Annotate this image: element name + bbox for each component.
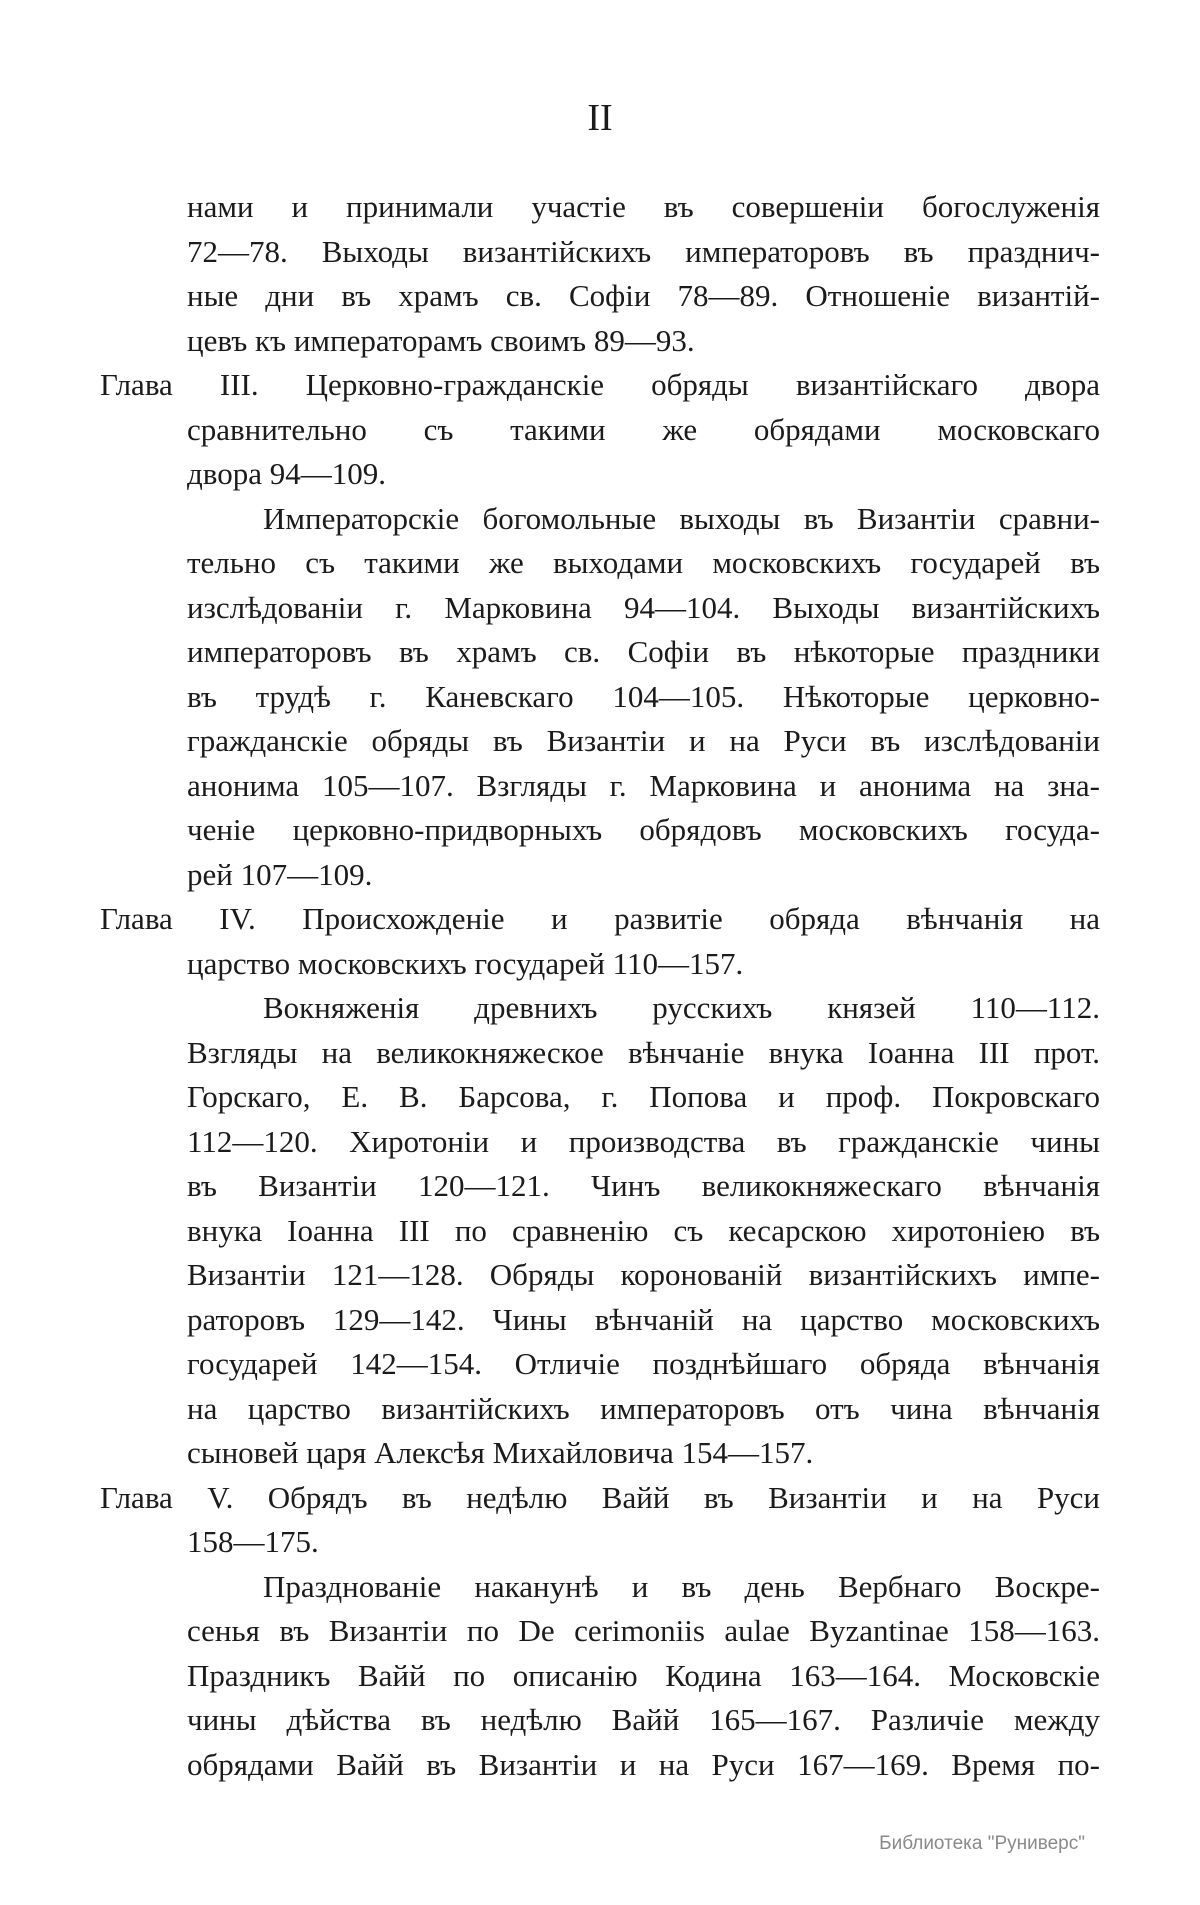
text-line: въ Византіи 120—121. Чинъ великокняжескаго вѣнчанія xyxy=(187,1168,1100,1203)
text-line: 112—120. Хиротоніи и производства въ гражданскіе чины xyxy=(187,1123,1100,1159)
text-line: анонима 105—107. Взгляды г. Марковина и анонима на зна- xyxy=(187,767,1100,803)
text-line: Глава V. Обрядъ въ недѣлю Вайй въ Византіи и на Руси xyxy=(100,1479,1100,1515)
text-line: 72—78. Выходы византійскихъ императоровъ въ празднич- xyxy=(187,233,1100,269)
text-line: обрядами Вайй въ Византіи и на Руси 167—169. Время по- xyxy=(187,1746,1100,1782)
text-line: Глава IV. Происхожденіе и развитіе обряда вѣнчанія на xyxy=(100,901,1100,936)
page-number: II xyxy=(587,97,613,139)
text-line: императоровъ въ храмъ св. Софіи въ нѣкоторые праздники xyxy=(187,634,1100,669)
text-line: государей 142—154. Отличіе позднѣйшаго обряда вѣнчанія xyxy=(187,1346,1100,1381)
text-line: тельно съ такими же выходами московскихъ государей въ xyxy=(187,545,1100,580)
text-line: цевъ къ императорамъ своимъ 89—93. xyxy=(187,322,695,358)
text-line: раторовъ 129—142. Чины вѣнчаній на царство московскихъ xyxy=(187,1301,1100,1337)
text-line: Взгляды на великокняжеское вѣнчаніе внука Іоанна III прот. xyxy=(187,1034,1100,1070)
text-line: изслѣдованіи г. Марковина 94—104. Выходы византійскихъ xyxy=(187,589,1100,625)
text-line: Глава III. Церковно-гражданскіе обряды византійскаго двора xyxy=(100,367,1100,402)
body-text xyxy=(100,185,1100,1787)
text-line: чины дѣйства въ недѣлю Вайй 165—167. Различіе между xyxy=(187,1702,1100,1737)
text-line: Императорскіе богомольные выходы въ Византіи сравни- xyxy=(263,500,1100,536)
text-line: нами и принимали участіе въ совершеніи богослуженія xyxy=(187,189,1100,224)
text-line: сравнительно съ такими же обрядами московскаго xyxy=(187,411,1100,447)
text-line: Праздникъ Вайй по описанію Кодина 163—164. Московскіе xyxy=(187,1657,1100,1693)
text-line: ченіе церковно-придворныхъ обрядовъ московскихъ госуда- xyxy=(187,812,1100,847)
text-line: Празднованіе наканунѣ и въ день Вербнаго Воскре- xyxy=(263,1568,1100,1604)
text-line: двора 94—109. xyxy=(187,456,386,491)
text-line: Горскаго, Е. В. Барсова, г. Попова и проф. Покровскаго xyxy=(187,1079,1100,1114)
text-line: ные дни въ храмъ св. Софіи 78—89. Отношеніе византій- xyxy=(187,278,1100,313)
text-line: царство московскихъ государей 110—157. xyxy=(187,945,744,981)
text-line: Византіи 121—128. Обряды коронованій византійскихъ импе- xyxy=(187,1257,1100,1292)
text-line: Вокняженія древнихъ русскихъ князей 110—112. xyxy=(263,990,1100,1025)
text-line: рей 107—109. xyxy=(187,856,373,892)
text-line: внука Іоанна III по сравненію съ кесарскою хиротоніею въ xyxy=(187,1212,1100,1248)
text-line: сыновей царя Алексѣя Михайловича 154—157. xyxy=(187,1435,814,1470)
text-line: 158—175. xyxy=(187,1524,319,1559)
text-line: въ трудѣ г. Каневскаго 104—105. Нѣкоторые церковно- xyxy=(187,678,1100,714)
text-line: гражданскіе обряды въ Византіи и на Руси въ изслѣдованіи xyxy=(187,723,1100,758)
library-watermark: Библиотека "Руниверс" xyxy=(879,1833,1085,1854)
text-line: сенья въ Византіи по De cerimoniis aulae Byzantinae 158—163. xyxy=(187,1613,1100,1648)
text-line: на царство византійскихъ императоровъ отъ чина вѣнчанія xyxy=(187,1390,1100,1426)
